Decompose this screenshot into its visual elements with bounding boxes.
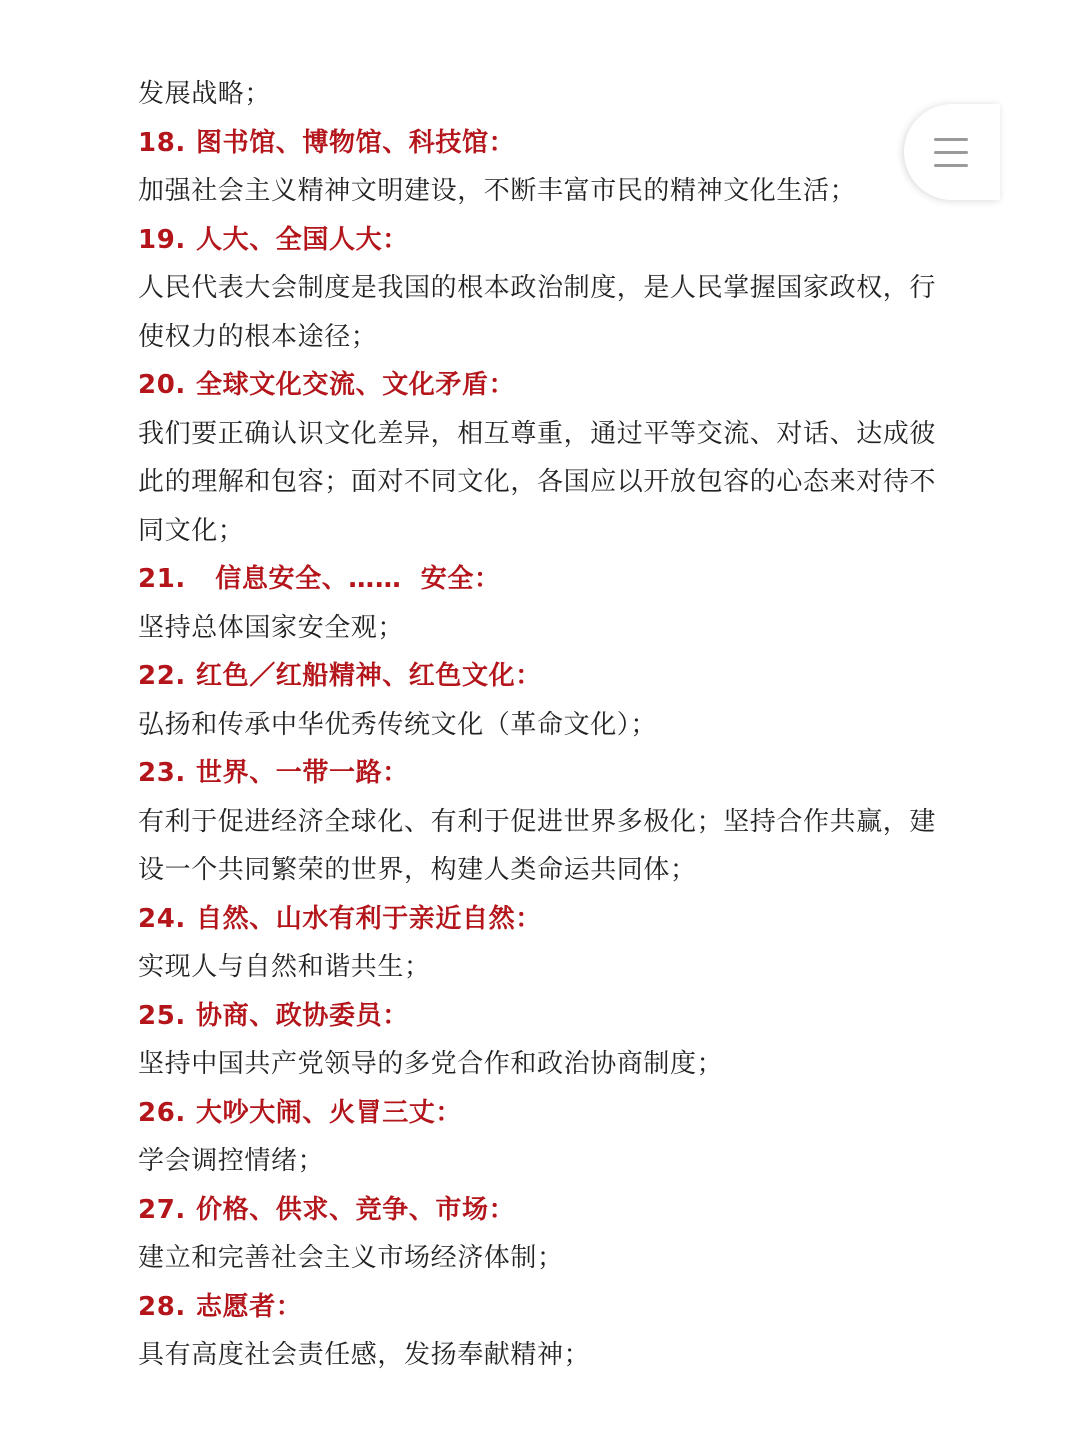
item-title: 自然、山水有利于亲近自然：	[196, 903, 542, 934]
item-title: 图书馆、博物馆、科技馆：	[196, 127, 516, 158]
item-heading-23	[138, 749, 948, 798]
item-number: 19.	[138, 224, 186, 255]
text-line: 发展战略；	[138, 79, 272, 109]
item-number: 26.	[138, 1097, 186, 1128]
menu-button[interactable]	[904, 104, 1000, 200]
item-number: 21.	[138, 564, 186, 594]
document-body	[138, 70, 948, 1380]
item-number: 27.	[138, 1194, 186, 1225]
text-line: 我们要正确认识文化差异，相互尊重，通过平等交流、对话、达成彼	[138, 418, 937, 449]
text-line: 有利于促进经济全球化、有利于促进世界多极化；坚持合作共赢，建	[138, 806, 937, 837]
item-heading-28	[138, 1283, 948, 1332]
text-line: 实现人与自然和谐共生；	[138, 952, 431, 982]
item-number: 28.	[138, 1291, 186, 1322]
item-heading-24	[138, 895, 948, 944]
item-title: 价格、供求、竞争、市场：	[196, 1194, 516, 1225]
item-number: 23.	[138, 758, 186, 788]
text-line: 同文化；	[138, 515, 245, 546]
text-line: 坚持总体国家安全观；	[138, 612, 405, 643]
menu-icon	[934, 138, 968, 168]
text-line: 弘扬和传承中华优秀传统文化（革命文化）；	[138, 709, 658, 740]
item-number: 18.	[138, 127, 186, 158]
text-line: 此的理解和包容；面对不同文化，各国应以开放包容的心态来对待不	[138, 467, 937, 497]
text-line: 设一个共同繁荣的世界，构建人类命运共同体；	[138, 855, 697, 885]
item-heading-19	[138, 216, 948, 265]
text-line: 使权力的根本途径；	[138, 321, 378, 352]
text-line: 学会调控情绪；	[138, 1146, 325, 1176]
item-title: 信息安全、…… 安全：	[196, 564, 501, 594]
item-heading-20	[138, 361, 948, 410]
item-heading-18	[138, 119, 948, 168]
item-title: 大吵大闹、火冒三丈：	[196, 1097, 463, 1128]
item-heading-22	[138, 652, 948, 701]
item-number: 20.	[138, 370, 186, 400]
item-heading-26	[138, 1089, 948, 1138]
item-title: 世界、一带一路：	[196, 758, 409, 788]
text-line: 建立和完善社会主义市场经济体制；	[138, 1243, 564, 1273]
item-heading-25	[138, 992, 948, 1041]
item-heading-21	[138, 555, 948, 604]
item-number: 24.	[138, 903, 186, 934]
item-title: 志愿者：	[196, 1291, 303, 1322]
item-title: 全球文化交流、文化矛盾：	[196, 370, 516, 400]
text-line: 具有高度社会责任感，发扬奉献精神；	[138, 1340, 591, 1370]
text-line: 人民代表大会制度是我国的根本政治制度，是人民掌握国家政权，行	[138, 273, 937, 303]
text-line: 加强社会主义精神文明建设，不断丰富市民的精神文化生活；	[138, 176, 857, 206]
item-title: 红色／红船精神、红色文化：	[196, 661, 542, 691]
text-line: 坚持中国共产党领导的多党合作和政治协商制度；	[138, 1049, 724, 1079]
item-number: 25.	[138, 1000, 186, 1031]
item-number: 22.	[138, 661, 186, 691]
item-heading-27	[138, 1186, 948, 1235]
item-title: 协商、政协委员：	[196, 1000, 409, 1031]
item-title: 人大、全国人大：	[196, 224, 409, 255]
